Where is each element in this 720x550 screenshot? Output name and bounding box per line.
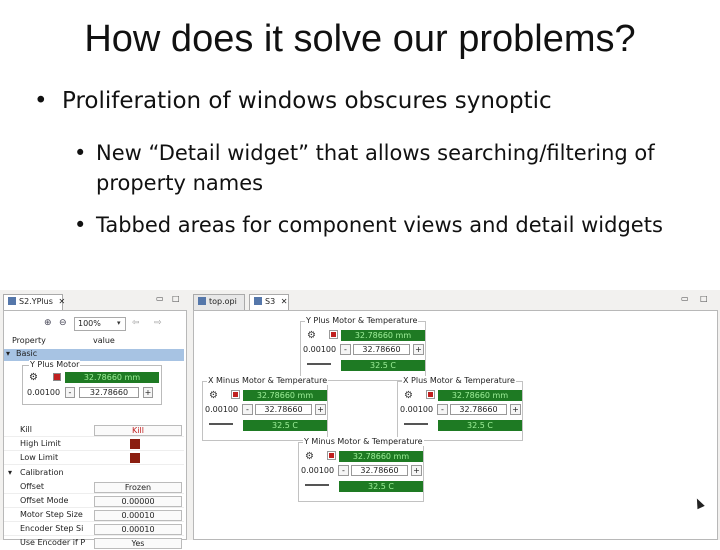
row-key: Offset [20, 482, 45, 491]
high-limit-indicator [130, 439, 140, 449]
temperature-field: 32.5 C [438, 420, 522, 431]
chevron-down-icon[interactable]: ▾ [117, 319, 121, 327]
gear-icon[interactable]: ⚙ [29, 372, 38, 383]
row-value[interactable]: Frozen [94, 482, 182, 493]
gear-icon[interactable]: ⚙ [307, 330, 316, 341]
slider-handle[interactable] [305, 484, 329, 488]
minus-button[interactable]: - [242, 404, 253, 415]
plus-button[interactable]: + [510, 404, 521, 415]
setpoint-field[interactable]: 32.78660 [351, 465, 408, 476]
window-icon [8, 297, 16, 305]
table-row[interactable] [4, 537, 184, 550]
gear-icon[interactable]: ⚙ [209, 390, 218, 401]
stop-button[interactable] [53, 373, 61, 381]
maximize-icon[interactable]: □ [172, 294, 180, 303]
tab-s2-yplus[interactable] [3, 294, 66, 310]
setpoint-field[interactable]: 32.78660 [79, 387, 139, 398]
close-icon[interactable]: ✕ [280, 297, 288, 306]
category-calibration[interactable] [4, 467, 184, 479]
row-key: Use Encoder if P [20, 538, 86, 547]
row-key: High Limit [20, 439, 61, 448]
motor-panel-y-plus [300, 316, 426, 381]
table-row[interactable] [4, 495, 184, 508]
stop-button[interactable] [327, 451, 336, 460]
row-value[interactable]: 0.00010 [94, 510, 182, 521]
minimize-icon[interactable]: ▭ [156, 294, 164, 303]
row-key: Offset Mode [20, 496, 69, 505]
setpoint-field[interactable]: 32.78660 [353, 344, 410, 355]
plus-button[interactable]: + [144, 388, 152, 397]
mini-motor-panel [22, 360, 162, 405]
tab-label: S3 [265, 297, 276, 306]
setpoint-field[interactable]: 32.78660 [450, 404, 507, 415]
motor-panel-x-minus [202, 376, 328, 441]
tab-s3[interactable] [249, 294, 289, 310]
stop-button[interactable] [426, 390, 435, 399]
kill-button[interactable]: Kill [94, 425, 182, 436]
plus-button[interactable]: + [315, 404, 326, 415]
readback-field: 32.78660 mm [438, 390, 522, 401]
file-icon [198, 297, 206, 305]
readback-field: 32.78660 mm [243, 390, 327, 401]
table-row[interactable] [4, 438, 184, 451]
table-row[interactable] [4, 481, 184, 494]
slide-title: How does it solve our problems? [84, 18, 636, 60]
property-column-header: Property [12, 336, 46, 345]
slider-handle[interactable] [307, 363, 331, 367]
gear-icon[interactable]: ⚙ [305, 451, 314, 462]
row-value[interactable]: 0.00010 [94, 524, 182, 535]
temperature-field: 32.5 C [243, 420, 327, 431]
readback-field: 32.78660 mm [339, 451, 423, 462]
minus-button[interactable]: - [65, 387, 75, 398]
forward-icon[interactable]: ⇨ [154, 318, 162, 328]
gear-icon[interactable]: ⚙ [404, 390, 413, 401]
row-value[interactable]: 0.00000 [94, 496, 182, 507]
component-view [193, 310, 718, 540]
row-key: Low Limit [20, 453, 59, 462]
zoom-in-icon[interactable]: ⊕ [44, 318, 52, 328]
table-row[interactable] [4, 424, 184, 437]
panel-label: X Plus Motor & Temperature [403, 376, 515, 385]
table-row[interactable] [4, 523, 184, 536]
row-value[interactable]: Yes [94, 538, 182, 549]
bullet-dot: • [74, 213, 87, 237]
panel-label: Y Plus Motor & Temperature [306, 316, 418, 325]
category-label: Calibration [20, 468, 64, 477]
category-label: Basic [16, 349, 38, 358]
table-row[interactable] [4, 452, 184, 465]
window-icon [254, 297, 262, 305]
setpoint-field[interactable]: 32.78660 [255, 404, 312, 415]
step-field[interactable]: 0.00100 [303, 345, 337, 354]
panel-label: Y Minus Motor & Temperature [304, 437, 423, 446]
bullet-text: Tabbed areas for component views and detail widgets [96, 213, 663, 237]
tab-label: top.opi [209, 297, 237, 306]
step-field[interactable]: 0.00100 [27, 388, 61, 397]
collapse-icon: ▾ [8, 468, 13, 477]
row-key: Kill [20, 425, 32, 434]
readback-field: 32.78660 mm [341, 330, 425, 341]
plus-button[interactable]: + [411, 465, 422, 476]
motor-panel-x-plus [397, 376, 523, 441]
stop-button[interactable] [231, 390, 240, 399]
minus-button[interactable]: - [340, 344, 351, 355]
stop-button[interactable] [329, 330, 338, 339]
collapse-icon: ▾ [6, 349, 11, 358]
table-row[interactable] [4, 509, 184, 522]
minimize-icon[interactable]: ▭ [681, 294, 689, 303]
value-column-header: value [93, 336, 115, 345]
slider-handle[interactable] [404, 423, 428, 427]
minus-button[interactable]: - [338, 465, 349, 476]
zoom-out-icon[interactable]: ⊖ [59, 318, 67, 328]
readback-field: 32.78660 mm [65, 372, 159, 383]
step-field[interactable]: 0.00100 [301, 466, 335, 475]
bullet-text: New “Detail widget” that allows searching/filtering of property names [96, 141, 655, 195]
bullet-dot: • [74, 141, 87, 165]
bullet-dot: • [34, 88, 48, 114]
plus-button[interactable]: + [413, 344, 424, 355]
bullet-text: Proliferation of windows obscures synoptic [62, 88, 552, 114]
minus-button[interactable]: - [437, 404, 448, 415]
detail-widget [3, 310, 187, 548]
row-key: Encoder Step Si [20, 524, 84, 533]
low-limit-indicator [130, 453, 140, 463]
step-field[interactable]: 0.00100 [400, 405, 434, 414]
back-icon[interactable]: ⇦ [132, 318, 140, 328]
property-table-header [5, 336, 183, 348]
zoom-value: 100% [78, 319, 101, 328]
close-icon[interactable]: ✕ [58, 297, 66, 306]
motor-panel-y-minus [298, 437, 424, 502]
tab-top-opi[interactable] [193, 294, 245, 310]
tab-label: S2.YPlus [19, 297, 53, 306]
panel-label: X Minus Motor & Temperature [208, 376, 328, 385]
row-key: Motor Step Size [20, 510, 83, 519]
temperature-field: 32.5 C [341, 360, 425, 371]
mini-panel-label: Y Plus Motor [30, 360, 80, 369]
temperature-field: 32.5 C [339, 481, 423, 492]
step-field[interactable]: 0.00100 [205, 405, 239, 414]
slider-handle[interactable] [209, 423, 233, 427]
application-screenshot [0, 290, 720, 548]
maximize-icon[interactable]: □ [700, 294, 708, 303]
